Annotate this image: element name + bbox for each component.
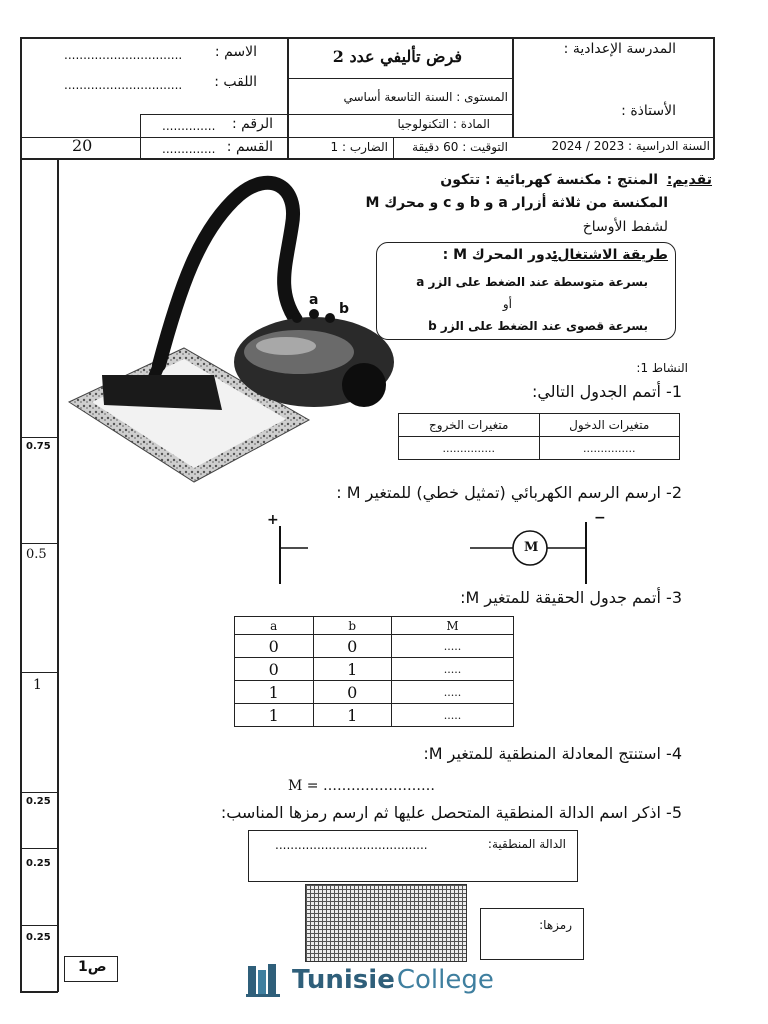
activity-title: النشاط 1:: [636, 361, 688, 375]
motor-label: M: [524, 540, 539, 555]
mark-q1: 0.75: [26, 441, 51, 452]
io-header-output: متغيرات الخروج: [399, 414, 540, 437]
operation-line1: بسرعة متوسطة عند الضغط على الزر a: [416, 275, 648, 289]
truth-cell-a: 0: [235, 658, 314, 681]
class-label: القسم :: [226, 139, 273, 155]
footer-logo: [246, 960, 494, 1000]
number-label: الرقم :: [231, 116, 273, 132]
coefficient: الضارب : 1: [330, 140, 388, 154]
school-label: المدرسة الإعدادية :: [563, 41, 676, 57]
truth-header-a: a: [235, 617, 314, 635]
q3-text: 3- أتمم جدول الحقيقة للمتغير M:: [460, 588, 682, 607]
header-right-border: [713, 37, 715, 159]
level: المستوى : السنة التاسعة أساسي: [343, 90, 508, 104]
operation-or: أو: [502, 297, 512, 311]
header-row-div-year: [20, 137, 714, 138]
intro-line1: المنتج : مكنسة كهربائية : تتكون: [440, 172, 658, 188]
minus-terminal-sign: −: [594, 510, 606, 526]
duration: التوقيت : 60 دقيقة: [412, 140, 508, 154]
subject: المادة : التكنولوجيا: [397, 117, 490, 131]
marks-col-left-border: [20, 158, 22, 992]
mark-q4: 0.25: [26, 796, 51, 807]
q2-text: 2- ارسم الرسم الكهربائي (تمثيل خطي) للمتغير M :: [336, 483, 682, 502]
truth-table: [234, 616, 514, 727]
truth-row: [235, 658, 514, 681]
q4-answer[interactable]: M = ……………………: [288, 778, 435, 794]
surname-field[interactable]: ...............................: [64, 78, 183, 92]
marks-col-bottom: [20, 991, 58, 993]
truth-cell-b: 0: [313, 635, 392, 658]
truth-header-m: M: [392, 617, 514, 635]
mark-q5a: 0.25: [26, 858, 51, 869]
intro-line2: المكنسة من ثلاثة أزرار a و b و c و محرك M: [365, 195, 668, 211]
marks-col-right-border: [57, 158, 59, 992]
label-b: b: [339, 301, 350, 317]
header-row-div-mid: [287, 78, 513, 79]
truth-cell-b: 1: [313, 658, 392, 681]
truth-cell-m[interactable]: .....: [392, 658, 514, 681]
mark-q5b: 0.25: [26, 932, 51, 943]
header-bottom-border: [20, 158, 714, 160]
surname-label: اللقب :: [214, 74, 257, 90]
truth-cell-m[interactable]: .....: [392, 635, 514, 658]
symbol-drawing-grid[interactable]: [305, 884, 467, 962]
marks-div: [20, 672, 58, 673]
book-logo-icon: [246, 962, 286, 998]
circuit-diagram: [270, 518, 600, 588]
plus-terminal-sign: +: [267, 512, 279, 528]
function-name-field[interactable]: ........................................: [275, 838, 428, 852]
header-left-border: [20, 37, 22, 159]
marks-div: [20, 437, 58, 438]
header-col-div-2: [512, 37, 514, 138]
name-field[interactable]: ...............................: [64, 48, 183, 62]
intro-line3: لشفط الأوساخ: [582, 219, 668, 235]
symbol-label-box: [480, 908, 584, 960]
operation-rest: يدور المحرك M :: [442, 247, 558, 263]
label-a: a: [309, 292, 319, 308]
exam-title: فرض تأليفي عدد 2: [332, 47, 462, 66]
mark-q3: 1: [33, 677, 42, 693]
score-total: 20: [72, 136, 93, 155]
symbol-label: رمزها:: [539, 918, 572, 932]
truth-cell-a: 1: [235, 681, 314, 704]
operation-line2: بسرعة قصوى عند الضغط على الزر b: [428, 319, 648, 333]
label-c: c: [284, 305, 293, 321]
button-a-icon: [309, 309, 319, 319]
number-field[interactable]: ..............: [162, 119, 216, 133]
io-input-cell[interactable]: ...............: [539, 437, 680, 460]
q1-text: 1- أتمم الجدول التالي:: [531, 382, 682, 401]
logo-text-part2: College: [396, 965, 494, 995]
mark-q2: 0.5: [26, 547, 47, 562]
truth-cell-b: 0: [313, 681, 392, 704]
q5-text: 5- اذكر اسم الدالة المنطقية المتحصل عليها ثم ارسم رمزها المناسب:: [220, 803, 682, 822]
vacuum-cleaner-illustration: [64, 170, 394, 490]
truth-cell-m[interactable]: .....: [392, 704, 514, 727]
io-header-input: متغيرات الدخول: [539, 414, 680, 437]
truth-row: [235, 635, 514, 658]
header-top-border: [20, 37, 714, 39]
truth-cell-a: 0: [235, 635, 314, 658]
truth-cell-b: 1: [313, 704, 392, 727]
floor-brush-icon: [102, 375, 222, 410]
teacher-label: الأستاذة :: [621, 103, 676, 119]
header-score-div: [140, 114, 141, 159]
io-table: [398, 413, 680, 460]
header-col-div-1: [287, 37, 289, 159]
operation-label: طريقة الاشتغال:: [551, 247, 668, 263]
marks-div: [20, 792, 58, 793]
marks-div: [20, 848, 58, 849]
school-year: السنة الدراسية : 2023 / 2024: [551, 139, 710, 153]
name-label: الاسم :: [214, 44, 257, 60]
logo-text-part1: Tunisie: [292, 965, 395, 995]
truth-row: [235, 704, 514, 727]
truth-cell-a: 1: [235, 704, 314, 727]
truth-cell-m[interactable]: .....: [392, 681, 514, 704]
intro-label: تقديم:: [666, 172, 712, 188]
io-output-cell[interactable]: ...............: [399, 437, 540, 460]
header-row-div-subject: [140, 114, 513, 115]
q4-text: 4- استنتج المعادلة المنطقية للمتغير M:: [423, 744, 682, 763]
truth-header-b: b: [313, 617, 392, 635]
function-name-label: الدالة المنطقية:: [487, 837, 566, 851]
marks-div: [20, 543, 58, 544]
button-c-icon: [292, 313, 302, 323]
class-field[interactable]: ..............: [162, 142, 216, 156]
button-b-icon: [325, 313, 335, 323]
truth-row: [235, 681, 514, 704]
marks-div: [20, 925, 58, 926]
header-time-div: [393, 137, 394, 159]
page-number: ص1: [78, 959, 107, 975]
